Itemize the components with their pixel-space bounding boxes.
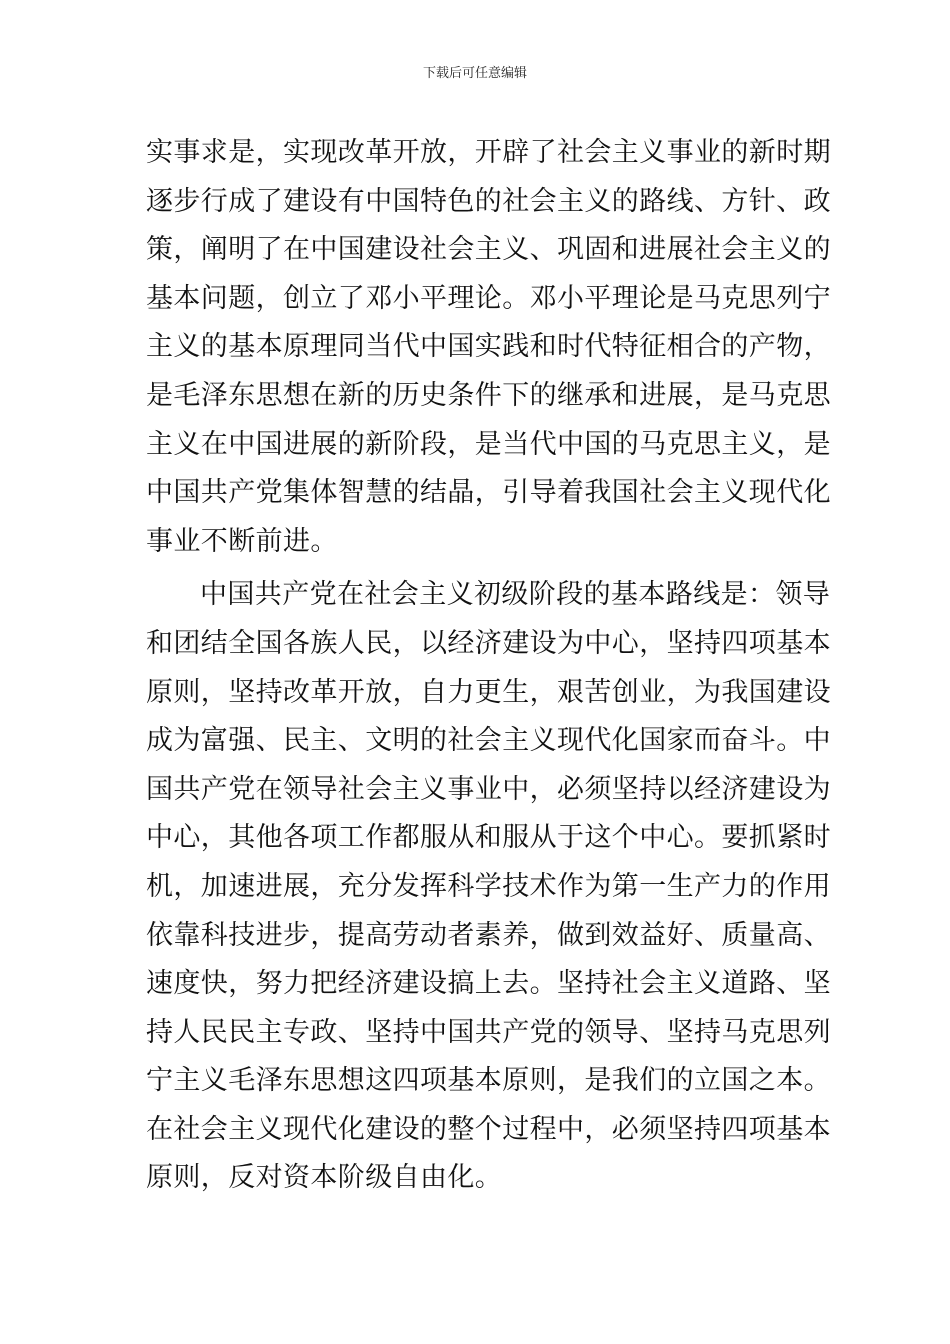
text-line: 和团结全国各族人民，以经济建设为中心，坚持四项基本: [146, 627, 831, 659]
text-line: 宁主义毛泽东思想这四项基本原则，是我们的立国之本。: [146, 1065, 831, 1097]
text-line: 事业不断前进。: [146, 525, 338, 557]
text-line: 成为富强、民主、文明的社会主义现代化国家而奋斗。中: [146, 725, 831, 757]
document-body: [146, 129, 831, 1203]
text-line: 中国共产党在社会主义初级阶段的基本路线是：领导: [200, 579, 831, 611]
text-line: 原则，坚持改革开放，自力更生，艰苦创业，为我国建设: [146, 676, 831, 708]
text-line: 是毛泽东思想在新的历史条件下的继承和进展，是马克思: [146, 379, 831, 411]
text-line: 实事求是，实现改革开放，开辟了社会主义事业的新时期: [146, 137, 831, 168]
text-line: 机，加速进展，充分发挥科学技术作为第一生产力的作用: [146, 870, 831, 902]
text-line: 主义在中国进展的新阶段，是当代中国的马克思主义，是: [146, 428, 831, 460]
text-line: 中心，其他各项工作都服从和服从于这个中心。要抓紧时: [146, 822, 831, 854]
text-line: 中国共产党集体智慧的结晶，引导着我国社会主义现代化: [146, 477, 831, 509]
paragraph-1: [146, 129, 831, 566]
page-header: 下载后可任意编辑: [422, 66, 527, 81]
text-line: 策，阐明了在中国建设社会主义、巩固和进展社会主义的: [146, 234, 831, 266]
text-line: 在社会主义现代化建设的整个过程中，必须坚持四项基本: [146, 1113, 831, 1145]
text-line: 国共产党在领导社会主义事业中，必须坚持以经济建设为: [146, 773, 831, 805]
paragraph-2: [146, 571, 831, 1203]
text-line: 持人民民主专政、坚持中国共产党的领导、坚持马克思列: [146, 1016, 831, 1048]
text-line: 速度快，努力把经济建设搞上去。坚持社会主义道路、坚: [146, 968, 831, 1000]
text-line: 主义的基本原理同当代中国实践和时代特征相合的产物，: [146, 331, 831, 363]
text-line: 原则，反对资本阶级自由化。: [146, 1162, 503, 1194]
text-line: 依靠科技进步，提高劳动者素养，做到效益好、质量高、: [146, 919, 831, 951]
text-line: 逐步行成了建设有中国特色的社会主义的路线、方针、政: [146, 185, 831, 217]
text-line: 基本问题，创立了邓小平理论。邓小平理论是马克思列宁: [146, 282, 831, 314]
